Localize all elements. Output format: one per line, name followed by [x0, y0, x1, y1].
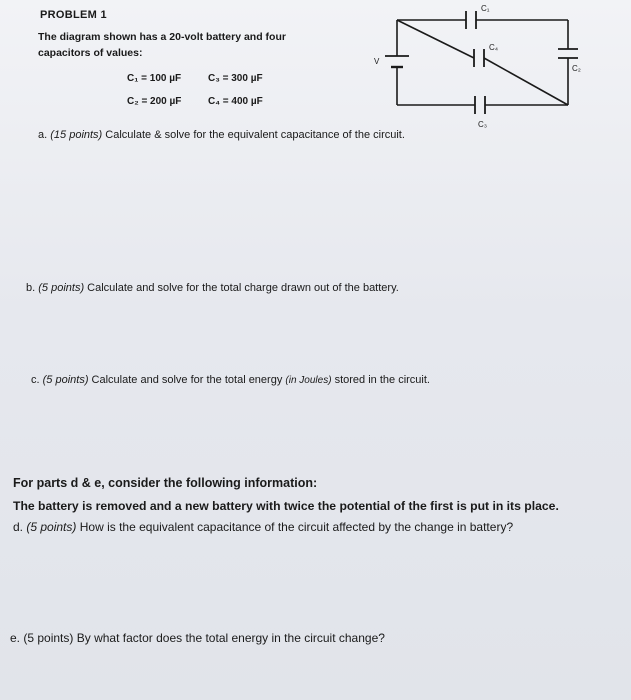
question-a-points: (15 points): [50, 129, 103, 141]
question-c-text-2: stored in the circuit.: [334, 374, 430, 386]
value-c4: C₄ = 400 µF: [208, 96, 263, 107]
intro-line-2: capacitors of values:: [38, 47, 143, 59]
question-b-prefix: b.: [26, 282, 36, 294]
intro-line-1: The diagram shown has a 20-volt battery and four: [38, 31, 286, 43]
value-c2: C₂ = 200 µF: [127, 96, 182, 107]
value-c3: C₃ = 300 µF: [208, 73, 263, 84]
question-d-points: (5 points): [26, 520, 77, 534]
question-c: [31, 374, 430, 386]
question-e-prefix: e.: [10, 631, 21, 645]
label-c1: C₁: [481, 4, 490, 13]
question-a-prefix: a.: [38, 129, 48, 141]
problem-title: PROBLEM 1: [40, 9, 107, 21]
question-e-points: (5 points): [23, 631, 74, 645]
label-c2: C₂: [572, 64, 581, 73]
question-c-units: (in Joules): [285, 375, 332, 386]
value-c1: C₁ = 100 µF: [127, 73, 182, 84]
question-e-text: By what factor does the total energy in the circuit change?: [76, 631, 385, 645]
question-c-prefix: c.: [31, 374, 40, 386]
question-d-text: How is the equivalent capacitance of the circuit affected by the change in battery?: [79, 520, 514, 534]
info-line-2: The battery is removed and a new battery with twice the potential of the first is put in its place.: [13, 499, 559, 513]
question-a-text: Calculate & solve for the equivalent capacitance of the circuit.: [105, 129, 405, 141]
question-c-text-1: Calculate and solve for the total energy: [91, 374, 283, 386]
question-b-text: Calculate and solve for the total charge drawn out of the battery.: [87, 282, 399, 294]
label-c4: C₄: [489, 43, 499, 52]
question-b: [26, 282, 399, 294]
question-a: [38, 129, 405, 141]
question-e: [10, 631, 385, 645]
wire-diagonal-upper: [397, 20, 474, 58]
label-v: V: [374, 57, 380, 66]
question-d-prefix: d.: [13, 520, 24, 534]
question-b-points: (5 points): [38, 282, 85, 294]
question-c-points: (5 points): [42, 374, 89, 386]
question-d: [13, 520, 513, 534]
label-c3: C₃: [478, 120, 488, 129]
wire-diagonal-lower: [484, 58, 568, 105]
info-line-1: For parts d & e, consider the following information:: [13, 476, 318, 490]
